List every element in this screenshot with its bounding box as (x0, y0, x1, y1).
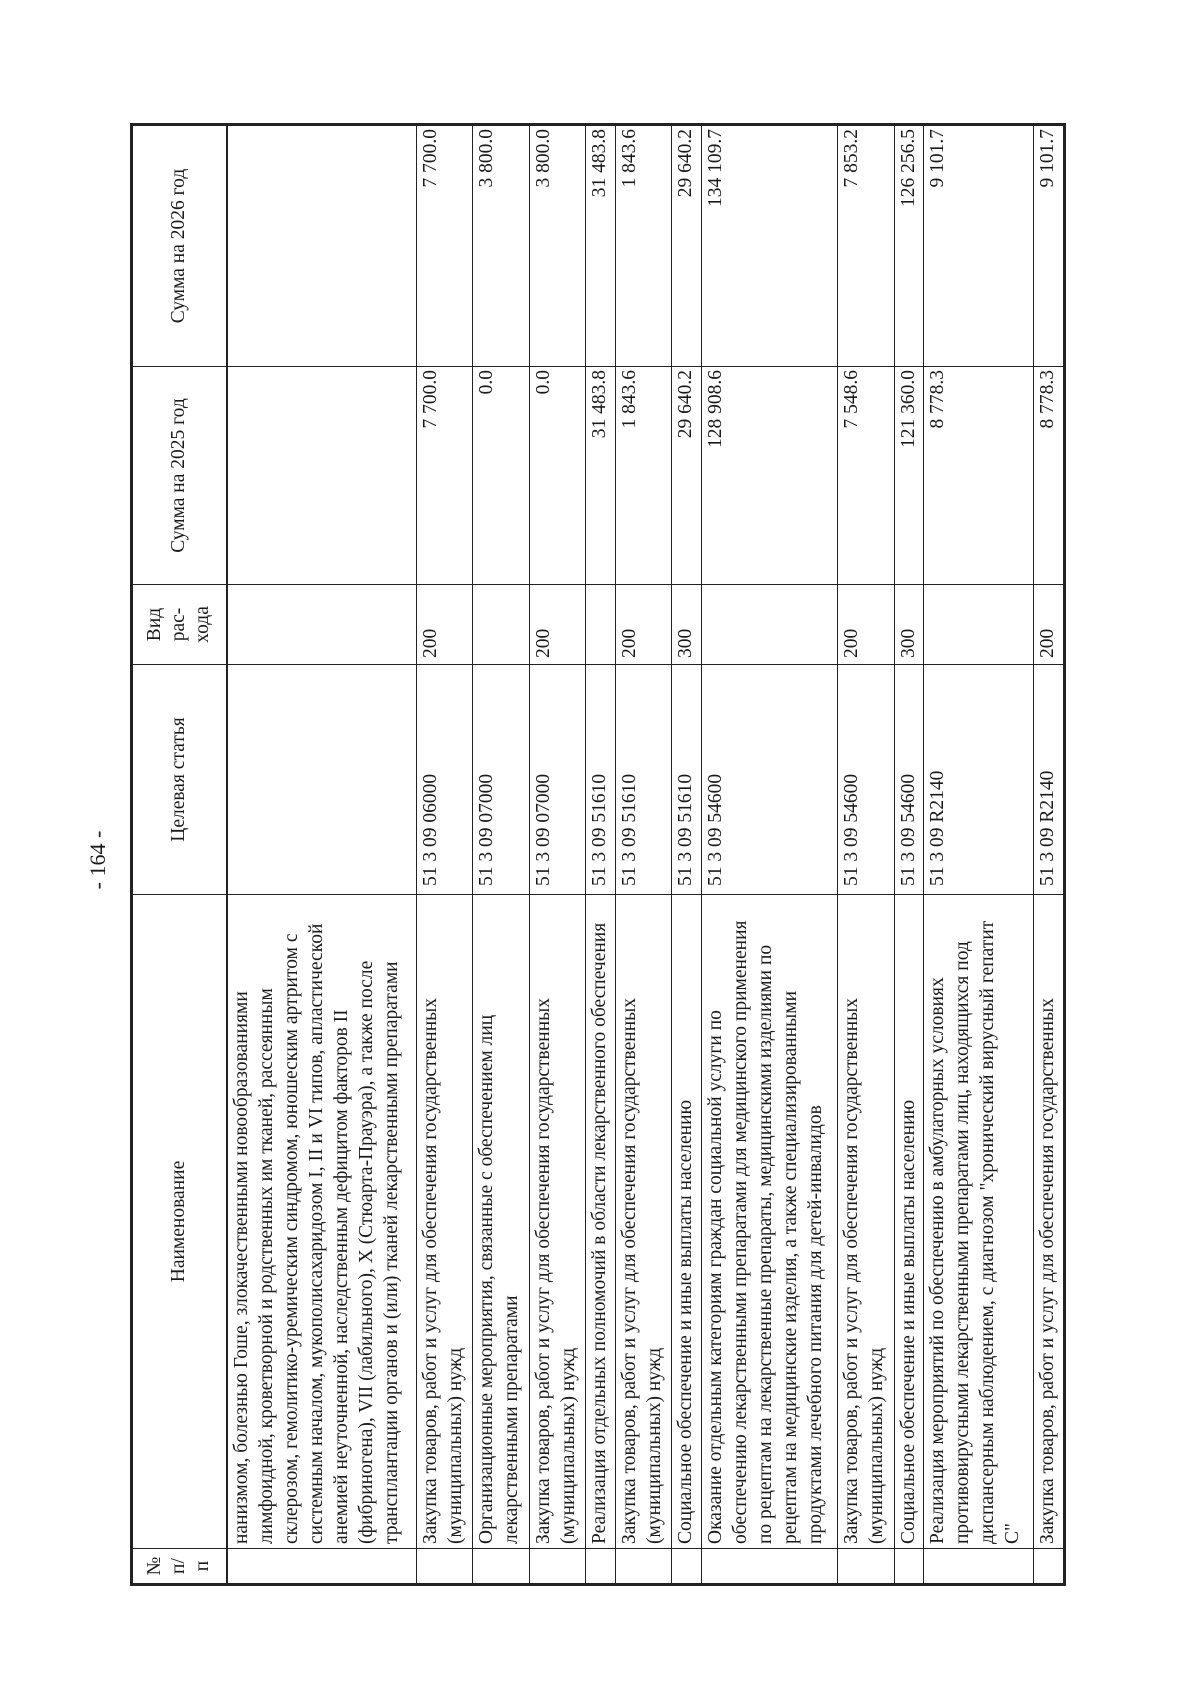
header-2025: Сумма на 2025 год (132, 367, 227, 585)
cell-2025: 1 843.6 (615, 367, 671, 585)
cell-code (227, 665, 417, 895)
cell-vid: 200 (529, 585, 585, 665)
table-row (1034, 125, 1065, 1585)
cell-2026: 3 800.0 (473, 125, 529, 367)
cell-no (924, 1549, 1034, 1585)
table-row (702, 125, 838, 1585)
cell-2026: 31 483.8 (586, 125, 616, 367)
cell-no (586, 1549, 616, 1585)
cell-vid: 200 (416, 585, 472, 665)
header-no: № п/п (132, 1549, 227, 1585)
header-code: Целевая статья (132, 665, 227, 895)
cell-name: Социальное обеспечение и иные выплаты населению (672, 895, 702, 1549)
table-row (894, 125, 924, 1585)
cell-2025: 8 778.3 (924, 367, 1034, 585)
cell-name: Закупка товаров, работ и услуг для обеспечения государственных (муниципальных) нужд (838, 895, 894, 1549)
cell-name: нанизмом, болезнью Гоше, злокачественными новообразованиями лимфоидной, кроветворной и родственных им тканей, рассеянным склерозом, гемолитико-уремическим синдромом, юношеским артритом с системным началом, мукополисахаридозом I, II и VI типов, апластической анемией неуточненной, наследственным дефицитом факторов II (фибриногена), VII (лабильного), X (Стюарта-Прауэра), а также после трансплантации органов и (или) тканей лекарственными препаратами (227, 895, 417, 1549)
cell-vid (586, 585, 616, 665)
table-row (473, 125, 529, 1585)
cell-vid: 300 (894, 585, 924, 665)
cell-code: 51 3 09 R2140 (924, 665, 1034, 895)
cell-no (473, 1549, 529, 1585)
cell-2026 (227, 125, 417, 367)
cell-code: 51 3 09 51610 (672, 665, 702, 895)
cell-code: 51 3 09 54600 (894, 665, 924, 895)
cell-vid: 200 (838, 585, 894, 665)
header-2026: Сумма на 2026 год (132, 125, 227, 367)
cell-vid (924, 585, 1034, 665)
header-row (132, 125, 227, 1585)
cell-2026: 9 101.7 (1034, 125, 1065, 367)
cell-code: 51 3 09 07000 (473, 665, 529, 895)
cell-name: Закупка товаров, работ и услуг для обеспечения государственных (муниципальных) нужд (529, 895, 585, 1549)
cell-2025: 29 640.2 (672, 367, 702, 585)
header-vid: Вид рас- хода (132, 585, 227, 665)
cell-name: Оказание отдельным категориям граждан социальной услуги по обеспечению лекарственными препаратами для медицинского применения по рецептам на лекарственные препараты, медицинскими изделиями по рецептам на медицинские изделия, а также специализированными продуктами лечебного питания для детей-инвалидов (702, 895, 838, 1549)
cell-no (672, 1549, 702, 1585)
cell-2025: 128 908.6 (702, 367, 838, 585)
cell-no (1034, 1549, 1065, 1585)
cell-no (894, 1549, 924, 1585)
cell-no (416, 1549, 472, 1585)
cell-code: 51 3 09 06000 (416, 665, 472, 895)
table-row (924, 125, 1034, 1585)
cell-code: 51 3 09 51610 (586, 665, 616, 895)
cell-vid: 200 (1034, 585, 1065, 665)
table-row (672, 125, 702, 1585)
cell-name: Социальное обеспечение и иные выплаты населению (894, 895, 924, 1549)
cell-code: 51 3 09 51610 (615, 665, 671, 895)
cell-name: Реализация мероприятий по обеспечению в амбулаторных условиях противовирусными лекарственными препаратами лиц, находящихся под диспансерным наблюдением, с диагнозом "хронический вирусный гепатит С" (924, 895, 1034, 1549)
table-row (529, 125, 585, 1585)
table-row (227, 125, 417, 1585)
budget-table (130, 123, 1066, 1586)
cell-vid (227, 585, 417, 665)
cell-no (838, 1549, 894, 1585)
cell-vid (702, 585, 838, 665)
cell-2026: 29 640.2 (672, 125, 702, 367)
cell-vid (473, 585, 529, 665)
table-row (838, 125, 894, 1585)
cell-2026: 126 256.5 (894, 125, 924, 367)
header-name: Наименование (132, 895, 227, 1549)
cell-code: 51 3 09 54600 (838, 665, 894, 895)
cell-name: Закупка товаров, работ и услуг для обеспечения государственных (муниципальных) нужд (416, 895, 472, 1549)
budget-table-rotated (130, 126, 1066, 1586)
cell-2026: 1 843.6 (615, 125, 671, 367)
cell-vid: 300 (672, 585, 702, 665)
cell-2026: 3 800.0 (529, 125, 585, 367)
cell-2025: 7 548.6 (838, 367, 894, 585)
cell-2026: 134 109.7 (702, 125, 838, 367)
cell-no (615, 1549, 671, 1585)
page-number-text: - 164 - (85, 830, 110, 890)
page-number (78, 830, 118, 890)
cell-2025: 121 360.0 (894, 367, 924, 585)
table-row (615, 125, 671, 1585)
cell-2026: 9 101.7 (924, 125, 1034, 367)
cell-no (702, 1549, 838, 1585)
cell-2025: 31 483.8 (586, 367, 616, 585)
cell-2025 (227, 367, 417, 585)
cell-name: Организационные мероприятия, связанные с обеспечением лиц лекарственными препаратами (473, 895, 529, 1549)
cell-2026: 7 853.2 (838, 125, 894, 367)
cell-2025: 7 700.0 (416, 367, 472, 585)
table-row (586, 125, 616, 1585)
cell-2026: 7 700.0 (416, 125, 472, 367)
cell-name: Реализация отдельных полномочий в области лекарственного обеспечения (586, 895, 616, 1549)
cell-vid: 200 (615, 585, 671, 665)
cell-2025: 8 778.3 (1034, 367, 1065, 585)
table-row (416, 125, 472, 1585)
cell-no (529, 1549, 585, 1585)
cell-code: 51 3 09 07000 (529, 665, 585, 895)
cell-name: Закупка товаров, работ и услуг для обеспечения государственных (муниципальных) нужд (615, 895, 671, 1549)
cell-2025: 0.0 (529, 367, 585, 585)
cell-no (227, 1549, 417, 1585)
cell-name: Закупка товаров, работ и услуг для обеспечения государственных (1034, 895, 1065, 1549)
cell-2025: 0.0 (473, 367, 529, 585)
cell-code: 51 3 09 54600 (702, 665, 838, 895)
cell-code: 51 3 09 R2140 (1034, 665, 1065, 895)
